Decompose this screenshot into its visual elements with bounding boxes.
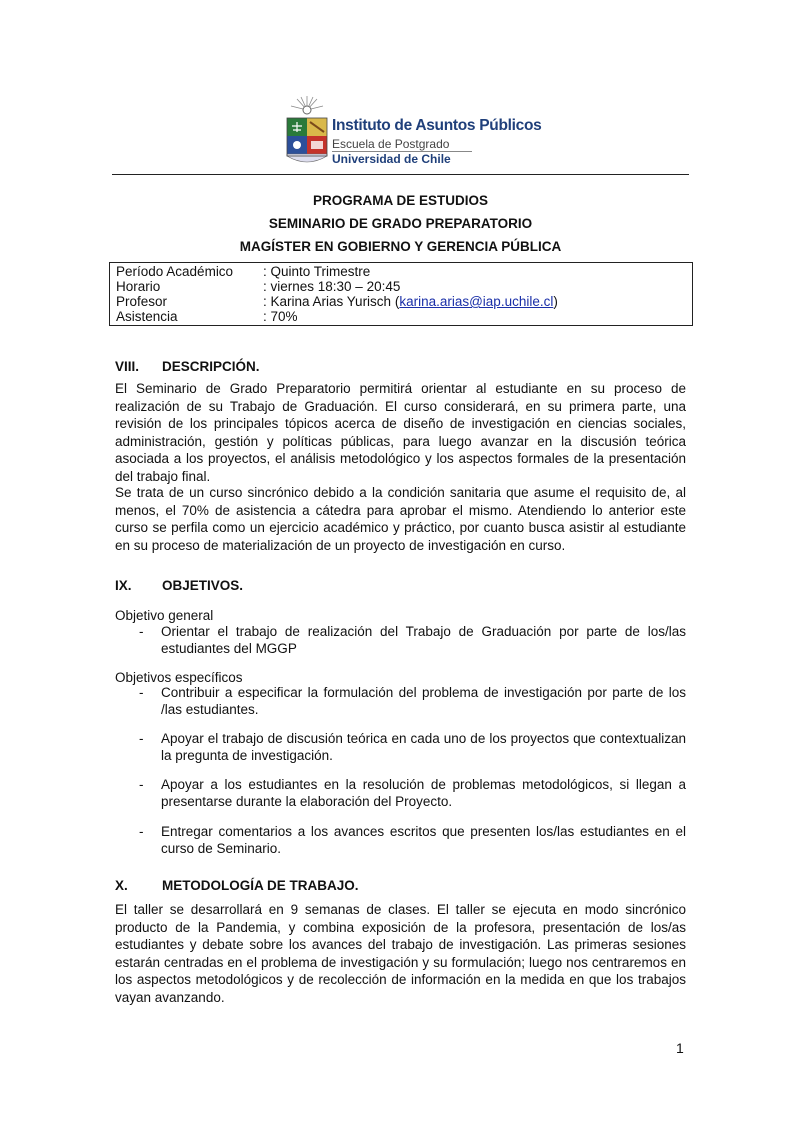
profesor-email-link[interactable]: karina.arias@iap.uchile.cl bbox=[399, 294, 554, 309]
info-value: : viernes 18:30 – 20:45 bbox=[263, 279, 401, 294]
objetivo-especifico-item bbox=[115, 824, 686, 857]
info-label: Horario bbox=[116, 279, 161, 294]
section-number: VIII. bbox=[115, 359, 140, 374]
school-name: Escuela de Postgrado bbox=[332, 137, 450, 151]
objetivo-especifico-item bbox=[115, 731, 686, 764]
objetivo-especifico-item bbox=[115, 777, 686, 810]
info-value bbox=[263, 294, 558, 309]
program-title: PROGRAMA DE ESTUDIOS bbox=[312, 193, 488, 208]
objetivo-especifico-item bbox=[115, 685, 686, 718]
section-title: METODOLOGÍA DE TRABAJO. bbox=[162, 878, 359, 893]
info-label: Profesor bbox=[116, 294, 168, 309]
bullet-text: Entregar comentarios a los avances escritos que presenten los/las estudiantes en el curso de Seminario. bbox=[161, 824, 686, 856]
section-title: DESCRIPCIÓN. bbox=[162, 359, 260, 374]
bullet-text: Apoyar el trabajo de discusión teórica en cada uno de los proyectos que contextualizan la pregunta de investigación. bbox=[161, 731, 686, 763]
bullet-dash: - bbox=[139, 824, 144, 839]
section-title: OBJETIVOS. bbox=[162, 578, 244, 593]
bullet-text: Orientar el trabajo de realización del Trabajo de Graduación por parte de los/las estudiantes del MGGP bbox=[161, 624, 686, 656]
institute-logo bbox=[284, 96, 542, 168]
header-divider bbox=[112, 174, 689, 175]
section-number: IX. bbox=[115, 578, 132, 593]
bullet-dash: - bbox=[139, 731, 144, 746]
section-number: X. bbox=[115, 878, 128, 893]
descripcion-paragraph-2: Se trata de un curso sincrónico debido a la condición sanitaria que asume el requisito de, al menos, el 70% de asistencia a cátedra para aprobar el mismo. Atendiendo lo anterior este curso se perfila como un ejercicio académico y práctico, por cuanto busca asistir al estudiante en su proceso de materialización de un proyecto de investigación en curso. bbox=[115, 485, 686, 553]
info-value: : 70% bbox=[263, 309, 298, 324]
course-info-box bbox=[109, 262, 693, 326]
info-label: Asistencia bbox=[116, 309, 178, 324]
objetivos-especificos-label: Objetivos específicos bbox=[115, 670, 243, 685]
profesor-close-paren: ) bbox=[553, 294, 558, 309]
university-name: Universidad de Chile bbox=[332, 152, 451, 166]
bullet-dash: - bbox=[139, 685, 144, 700]
document-titles bbox=[112, 193, 689, 262]
objetivo-general-label: Objetivo general bbox=[115, 608, 214, 623]
bullet-text: Apoyar a los estudiantes en la resolución de problemas metodológicos, si llegan a presentarse durante la elaboración del Proyecto. bbox=[161, 777, 686, 809]
institute-name: Instituto de Asuntos Públicos bbox=[332, 117, 542, 134]
page-number: 1 bbox=[676, 1040, 684, 1056]
info-label: Período Académico bbox=[116, 264, 234, 279]
bullet-dash: - bbox=[139, 777, 144, 792]
info-value: : Quinto Trimestre bbox=[263, 264, 371, 279]
course-title: SEMINARIO DE GRADO PREPARATORIO bbox=[268, 216, 533, 231]
bullet-text: Contribuir a especificar la formulación del problema de investigación por parte de los /las estudiantes. bbox=[161, 685, 686, 717]
objetivo-general-item bbox=[115, 624, 686, 657]
bullet-dash: - bbox=[139, 624, 144, 639]
degree-title: MAGÍSTER EN GOBIERNO Y GERENCIA PÚBLICA bbox=[239, 239, 562, 254]
descripcion-paragraph-1: El Seminario de Grado Preparatorio permitirá orientar al estudiante en su proceso de realización de su Trabajo de Graduación. El curso considerará, en su primera parte, una revisión de los principales tópicos acerca de diseño de investigación en ciencias sociales, administración, gestión y políticas públicas, para luego avanzar en la discusión teórica asociada a los proyectos, el análisis metodológico y los aspectos formales de la presentación del trabajo final. bbox=[115, 381, 686, 484]
profesor-name: : Karina Arias Yurisch ( bbox=[263, 294, 400, 309]
metodologia-paragraph-1: El taller se desarrollará en 9 semanas de clases. El taller se ejecuta en modo sincrónico producto de la Pandemia, y combina exposición de la profesora, presentación de los/as estudiantes y debate sobre los avances del trabajo de investigación. Las primeras sesiones estarán centradas en el problema de investigación y su formulación; luego nos centraremos en los aspectos metodológicos y de recolección de información en la medida en que los trabajos vayan avanzando. bbox=[115, 902, 686, 1005]
university-crest-icon bbox=[284, 96, 330, 168]
